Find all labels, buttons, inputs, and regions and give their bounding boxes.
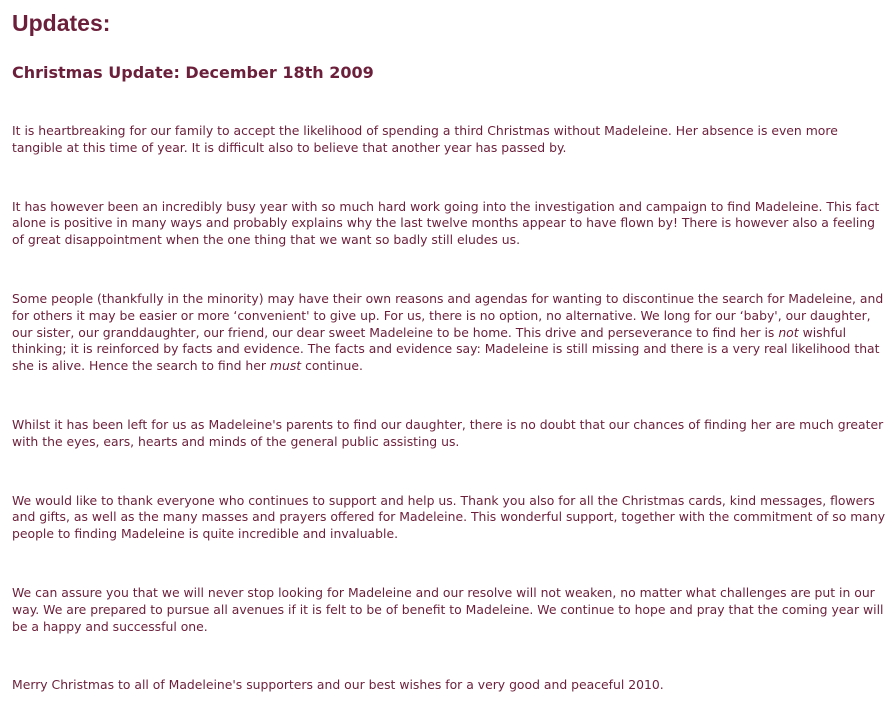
update-title: Christmas Update: December 18th 2009 xyxy=(12,63,374,82)
paragraph-3-emphasis-not: not xyxy=(778,324,799,340)
paragraph-3-emphasis-must: must xyxy=(269,358,302,374)
page-content xyxy=(12,0,888,694)
update-paragraph-1: It is heartbreaking for our family to accept the likelihood of spending a third Christmas without Madeleine. Her absence is even more tangible at this time of year. It is difficult also to believe that another year has passed by. xyxy=(12,123,838,155)
update-paragraph-2: It has however been an incredibly busy year with so much hard work going into the investigation and campaign to find Madeleine. This fact alone is positive in many ways and probably explains why the last twelve months appear to have flown by! There is however also a feeling of great disappointment when the one thing that we want so badly still eludes us. xyxy=(12,198,880,248)
update-paragraph-4: Whilst it has been left for us as Madeleine's parents to find our daughter, there is no doubt that our chances of finding her are much greater with the eyes, ears, hearts and minds of the general public assisting us. xyxy=(12,416,884,449)
update-paragraph-7: Merry Christmas to all of Madeleine's supporters and our best wishes for a very good and peaceful 2010. xyxy=(12,677,664,693)
paragraph-3-text-c: wishful thinking; it is reinforced by facts and evidence. The facts and evidence say: Madeleine is still missing and there is a very real likelihood that she is alive. Hence the search to find her xyxy=(12,324,880,374)
update-paragraph-3 xyxy=(12,291,888,375)
paragraph-3-text-a: Some people (thankfully in the minority) may have their own reasons and agendas for wanting to discontinue the search for Madeleine, and for others it may be easier or more ‘convenient' to give up. For us, there is no option, no alternative. We long for our ‘baby', our daughter, our sister, our granddaughter, our friend, our dear sweet Madeleine to be home. This drive and perseverance to find her is xyxy=(12,290,884,340)
update-paragraph-5: We would like to thank everyone who continues to support and help us. Thank you also for all the Christmas cards, kind messages, flowers and gifts, as well as the many masses and prayers offered for Madeleine. This wonderful support, together with the commitment of so many people to finding Madeleine is quite incredible and invaluable. xyxy=(12,492,886,542)
paragraph-3-text-e: continue. xyxy=(301,358,363,374)
page-title: Updates: xyxy=(12,10,111,36)
update-paragraph-6: We can assure you that we will never stop looking for Madeleine and our resolve will not weaken, no matter what challenges are put in our way. We are prepared to pursue all avenues if it is felt to be of benefit to Madeleine. We continue to hope and pray that the coming year will be a happy and successful one. xyxy=(12,584,884,634)
